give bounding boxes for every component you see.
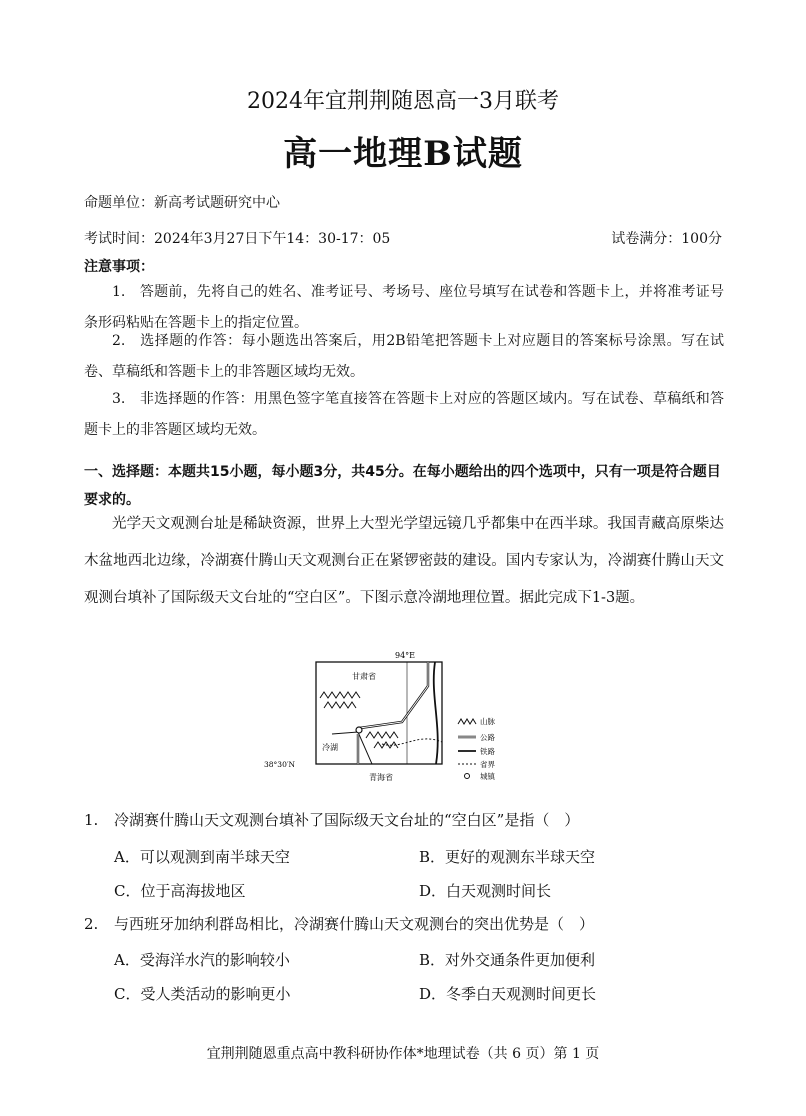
road-minor xyxy=(332,732,372,764)
notice-item-2: 2. 选择题的作答：每小题选出答案后，用2B铅笔把答题卡上对应题目的答案标号涂黑。写在试卷、草稿纸和答题卡上的非答题区域均无效。 xyxy=(84,333,724,380)
question-2 xyxy=(84,913,594,934)
option-2b[interactable]: B．对外交通条件更加便利 xyxy=(419,951,596,969)
question-number: 2. xyxy=(84,915,99,933)
lenghu-label: 冷湖 xyxy=(322,743,338,752)
question-stem: 与西班牙加纳利群岛相比，冷湖赛什腾山天文观测台的突出优势是（ ） xyxy=(114,915,595,933)
option-2a[interactable]: A．受海洋水汽的影响较小 xyxy=(114,951,290,969)
notice-heading: 注意事项： xyxy=(84,259,154,275)
province-border xyxy=(382,739,442,745)
reading-passage: 光学天文观测台址是稀缺资源，世界上大型光学望远镜几乎都集中在西半球。我国青藏高原柴达木盆地西北边缘，冷湖赛什腾山天文观测台正在紧锣密鼓的建设。国内专家认为，冷湖赛什腾山天文观测台填补了国际级天文台址的“空白区”。下图示意冷湖地理位置。据此完成下1-3题。 xyxy=(84,516,724,606)
legend-highway: 公路 xyxy=(480,733,495,742)
question-stem: 冷湖赛什腾山天文观测台填补了国际级天文台址的“空白区”是指（ ） xyxy=(114,811,580,829)
section-heading: 一、选择题：本题共15小题，每小题3分，共45分。在每小题给出的四个选项中，只有一项是符合题目要求的。 xyxy=(84,464,721,508)
railway-line xyxy=(434,662,438,764)
option-1c[interactable]: C．位于高海拔地区 xyxy=(114,882,246,900)
lenghu-town-marker xyxy=(356,727,362,733)
qinghai-label: 青海省 xyxy=(369,773,393,782)
legend-railway: 铁路 xyxy=(480,747,495,756)
option-1a[interactable]: A．可以观测到南半球天空 xyxy=(114,848,290,866)
legend-mountain-icon xyxy=(458,719,476,724)
legend-mountain: 山脉 xyxy=(480,717,495,726)
option-1d[interactable]: D．白天观测时间长 xyxy=(419,882,552,900)
gansu-label: 甘肃省 xyxy=(352,672,376,681)
option-1b[interactable]: B．更好的观测东半球天空 xyxy=(419,848,596,866)
exam-time: 考试时间：2024年3月27日下午14：30-17：05 xyxy=(84,231,391,247)
notice-item-1: 1. 答题前，先将自己的姓名、准考证号、考场号、座位号填写在试卷和答题卡上，并将准考证号条形码粘贴在答题卡上的指定位置。 xyxy=(84,284,724,331)
legend-border: 省界 xyxy=(480,760,495,769)
option-2c[interactable]: C．受人类活动的影响更小 xyxy=(114,985,291,1003)
longitude-label: 94°E xyxy=(395,651,416,660)
map-legend xyxy=(458,716,495,781)
full-score: 试卷满分：100分 xyxy=(611,231,722,247)
mountain-range-north xyxy=(320,692,360,708)
latitude-label: 38°30′N xyxy=(264,760,296,769)
page-footer: 宜荆荆随恩重点高中教科研协作体*地理试卷（共 6 页）第 1 页 xyxy=(206,1046,600,1062)
legend-town-icon xyxy=(465,774,470,779)
subject-title: 高一地理B试题 xyxy=(283,134,523,174)
notice-item-3: 3. 非选择题的作答：用黑色签字笔直接答在答题卡上对应的答题区域内。写在试卷、草稿纸和答题卡上的非答题区域均无效。 xyxy=(84,391,724,438)
lenghu-location-map xyxy=(262,646,532,782)
exam-title: 2024年宜荆荆随恩高一3月联考 xyxy=(247,89,559,114)
option-2d[interactable]: D．冬季白天观测时间更长 xyxy=(419,985,597,1003)
org-line: 命题单位：新高考试题研究中心 xyxy=(84,195,280,211)
question-1 xyxy=(84,809,579,830)
mountain-range-south xyxy=(366,732,398,748)
question-number: 1. xyxy=(84,811,99,829)
legend-town: 城镇 xyxy=(480,772,495,781)
